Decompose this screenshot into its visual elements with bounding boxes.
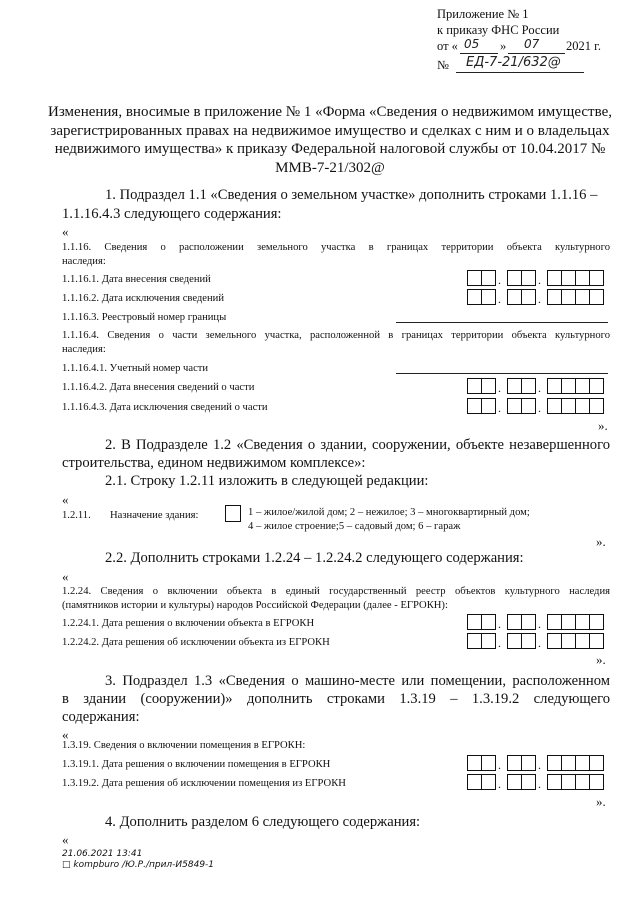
section3-heading: 3. Подраздел 1.3 «Сведения о машино-месте или помещении, расположенном	[105, 673, 610, 689]
order-date-year: 2021 г.	[566, 39, 601, 53]
part-number-field[interactable]	[396, 373, 608, 374]
item-1-1-16-2: 1.1.16.2. Дата исключения сведений	[62, 293, 224, 304]
item-1-3-19-2: 1.3.19.2. Дата решения об исключении помещения из ЕГРОКН	[62, 778, 346, 789]
section1-heading: 1. Подраздел 1.1 «Сведения о земельном участке» дополнить строками 1.1.16 –	[105, 187, 598, 203]
appendix-number: Приложение № 1	[437, 7, 529, 21]
row-1-2-11-number: 1.2.11.	[62, 510, 91, 521]
order-date-line: от «	[437, 39, 458, 53]
row-1-2-11-label: Назначение здания:	[110, 510, 199, 521]
order-number-value: ЕД-7-21/632@	[466, 55, 561, 70]
section2-heading: 2. В Подразделе 1.2 «Сведения о здании, сооружении, объекте незавершенного	[105, 437, 610, 453]
document-title: Изменения, вносимые в приложение № 1 «Форма «Сведения о недвижимом имуществе, зарегистрированных правах на недвижимое имущество и сделках с ним и о владельцах недвижимого имущества» к приказу Федеральной налоговой службы от 10.04.2017 № ММВ-7-21/302@	[48, 104, 612, 176]
building-purpose-options: 1 – жилое/жилой дом; 2 – нежилое; 3 – многоквартирный дом;	[248, 507, 530, 518]
subsection-2-2: 2.2. Дополнить строками 1.2.24 – 1.2.24.2 следующего содержания:	[105, 550, 524, 566]
item-1-1-16-4-3: 1.1.16.4.3. Дата исключения сведений о части	[62, 402, 268, 413]
order-date-day: 05	[464, 37, 480, 51]
item-1-2-24-1: 1.2.24.1. Дата решения о включении объекта в ЕГРОКН	[62, 618, 315, 629]
item-1-1-16-4: 1.1.16.4. Сведения о части земельного участка, расположенной в границах территории объекта культурного	[62, 330, 610, 341]
order-date-month: 07	[524, 37, 540, 51]
item-1-1-16-4-1: 1.1.16.4.1. Учетный номер части	[62, 363, 209, 374]
order-reference: к приказу ФНС России	[437, 23, 560, 37]
item-1-3-19: 1.3.19. Сведения о включении помещения в ЕГРОКН:	[62, 740, 306, 751]
item-1-1-16: 1.1.16. Сведения о расположении земельного участка в границах территории объекта культурного	[62, 242, 610, 253]
footer-timestamp: 21.06.2021 13:41	[62, 849, 143, 859]
item-1-1-16-3: 1.1.16.3. Реестровый номер границы	[62, 312, 227, 323]
registry-number-field[interactable]	[396, 322, 608, 323]
subsection-2-1: 2.1. Строку 1.2.11 изложить в следующей редакции:	[105, 473, 429, 489]
building-purpose-field[interactable]	[225, 505, 241, 522]
item-1-1-16-1: 1.1.16.1. Дата внесения сведений	[62, 274, 211, 285]
section4-heading: 4. Дополнить разделом 6 следующего содержания:	[105, 814, 421, 830]
item-1-2-24-2: 1.2.24.2. Дата решения об исключении объекта из ЕГРОКН	[62, 637, 330, 648]
order-number-label: №	[437, 58, 449, 72]
footer-file-ref: □ kompburo /Ю.Р./прил-И5849-1	[62, 860, 215, 870]
item-1-2-24: 1.2.24. Сведения о включении объекта в единый государственный реестр объектов культурного наследия	[62, 586, 610, 597]
item-1-1-16-4-2: 1.1.16.4.2. Дата внесения сведений о части	[62, 382, 255, 393]
item-1-3-19-1: 1.3.19.1. Дата решения о включении помещения в ЕГРОКН	[62, 759, 331, 770]
